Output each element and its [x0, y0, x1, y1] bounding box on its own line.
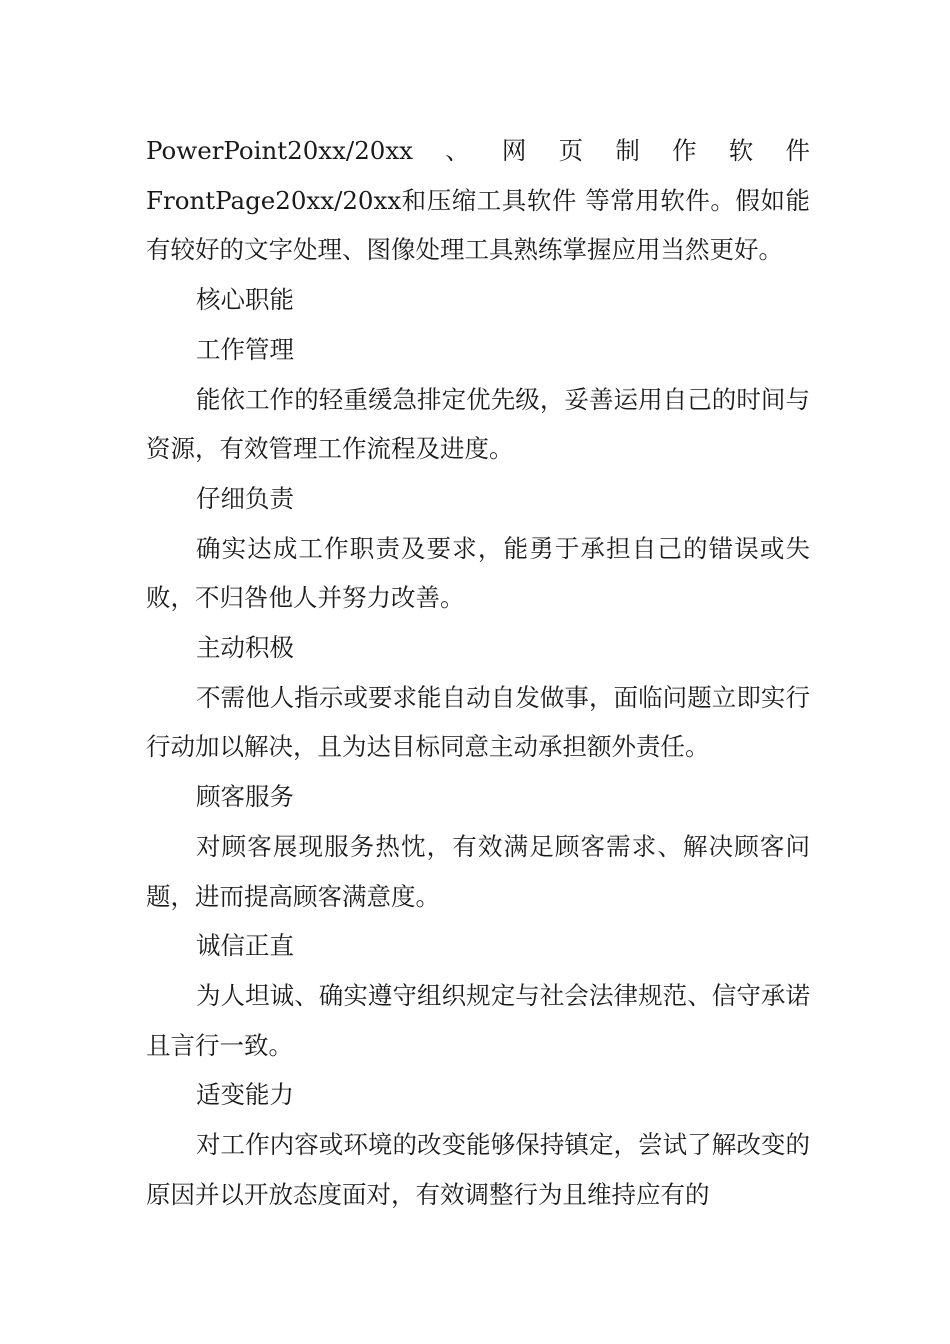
heading-integrity: 诚信正直	[196, 931, 294, 961]
heading-careful-responsible: 仔细负责	[196, 483, 294, 513]
paragraph-software-skills: PowerPoint20xx/20xx、网页制作软件FrontPage20xx/20xx和压缩工具软件 等常用软件。假如能有较好的文字处理、图像处理工具熟练掌握应用当然更好。	[146, 136, 810, 265]
heading-customer-service: 顾客服务	[196, 782, 294, 812]
paragraph-careful-responsible: 确实达成工作职责及要求，能勇于承担自己的错误或失败，不归咎他人并努力改善。	[146, 533, 810, 613]
document-body	[146, 126, 810, 1219]
paragraph-proactive: 不需他人指示或要求能自动自发做事，面临问题立即实行行动加以解决，且为达目标同意主动承担额外责任。	[146, 682, 810, 762]
heading-adaptability: 适变能力	[196, 1080, 294, 1110]
heading-work-management: 工作管理	[196, 334, 294, 364]
heading-core-competencies: 核心职能	[196, 285, 294, 315]
paragraph-work-management: 能依工作的轻重缓急排定优先级，妥善运用自己的时间与资源，有效管理工作流程及进度。	[146, 384, 810, 464]
paragraph-adaptability: 对工作内容或环境的改变能够保持镇定，尝试了解改变的原因并以开放态度面对，有效调整行为且维持应有的	[146, 1130, 810, 1209]
heading-proactive: 主动积极	[196, 633, 294, 663]
paragraph-integrity: 为人坦诚、确实遵守组织规定与社会法律规范、信守承诺且言行一致。	[146, 980, 810, 1060]
paragraph-customer-service: 对顾客展现服务热忱，有效满足顾客需求、解决顾客问题，进而提高顾客满意度。	[146, 831, 810, 911]
